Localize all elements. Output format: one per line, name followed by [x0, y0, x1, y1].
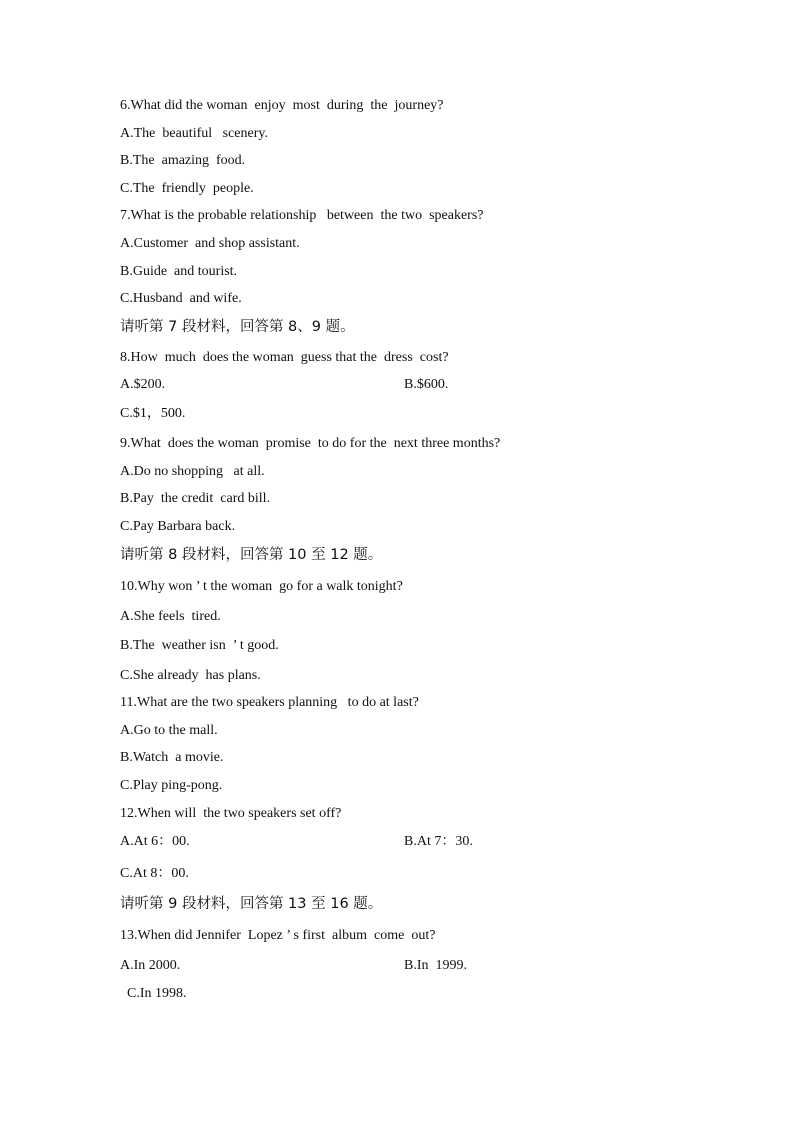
question-9-option-c: C.Pay Barbara back. — [120, 519, 236, 534]
question-6-option-c: C.The friendly people. — [120, 181, 254, 196]
question-13-option-c: C.In 1998. — [120, 986, 187, 1001]
question-8: 8.How much does the woman guess that the dress cost? — [120, 350, 449, 365]
question-10-option-b: B.The weather isn ’ t good. — [120, 638, 279, 653]
section-instruction-8: 请听第 8 段材料，回答第 10 至 12 题。 — [120, 547, 383, 563]
question-11-option-a: A.Go to the mall. — [120, 723, 218, 738]
question-9-option-a: A.Do no shopping at all. — [120, 464, 265, 479]
question-12-option-b: B.At 7：30. — [404, 834, 473, 849]
question-13-option-a: A.In 2000. — [120, 958, 181, 973]
question-10-option-c: C.She already has plans. — [120, 668, 261, 683]
question-8-option-b: B.$600. — [404, 377, 449, 392]
question-9: 9.What does the woman promise to do for the next three months? — [120, 436, 501, 451]
question-7-option-b: B.Guide and tourist. — [120, 264, 238, 279]
section-instruction-7: 请听第 7 段材料，回答第 8、9 题。 — [120, 319, 355, 335]
question-12-option-a: A.At 6：00. — [120, 834, 190, 849]
question-7-option-a: A.Customer and shop assistant. — [120, 236, 300, 251]
question-11-option-b: B.Watch a movie. — [120, 750, 224, 765]
question-12: 12.When will the two speakers set off? — [120, 806, 342, 821]
question-11-option-c: C.Play ping-pong. — [120, 778, 223, 793]
question-8-option-c: C.$1，500. — [120, 406, 186, 421]
question-12-option-c: C.At 8：00. — [120, 866, 189, 881]
question-13-option-b: B.In 1999. — [404, 958, 467, 973]
question-10-option-a: A.She feels tired. — [120, 609, 221, 624]
question-11: 11.What are the two speakers planning to do at last? — [120, 695, 419, 710]
question-7: 7.What is the probable relationship between the two speakers? — [120, 208, 484, 223]
question-7-option-c: C.Husband and wife. — [120, 291, 242, 306]
section-instruction-9: 请听第 9 段材料，回答第 13 至 16 题。 — [120, 896, 383, 912]
question-9-option-b: B.Pay the credit card bill. — [120, 491, 271, 506]
question-10: 10.Why won ’ t the woman go for a walk tonight? — [120, 579, 403, 594]
question-6: 6.What did the woman enjoy most during the journey? — [120, 98, 444, 113]
question-6-option-b: B.The amazing food. — [120, 153, 246, 168]
question-13: 13.When did Jennifer Lopez ’ s first album come out? — [120, 928, 436, 943]
question-8-option-a: A.$200. — [120, 377, 166, 392]
question-6-option-a: A.The beautiful scenery. — [120, 126, 268, 141]
